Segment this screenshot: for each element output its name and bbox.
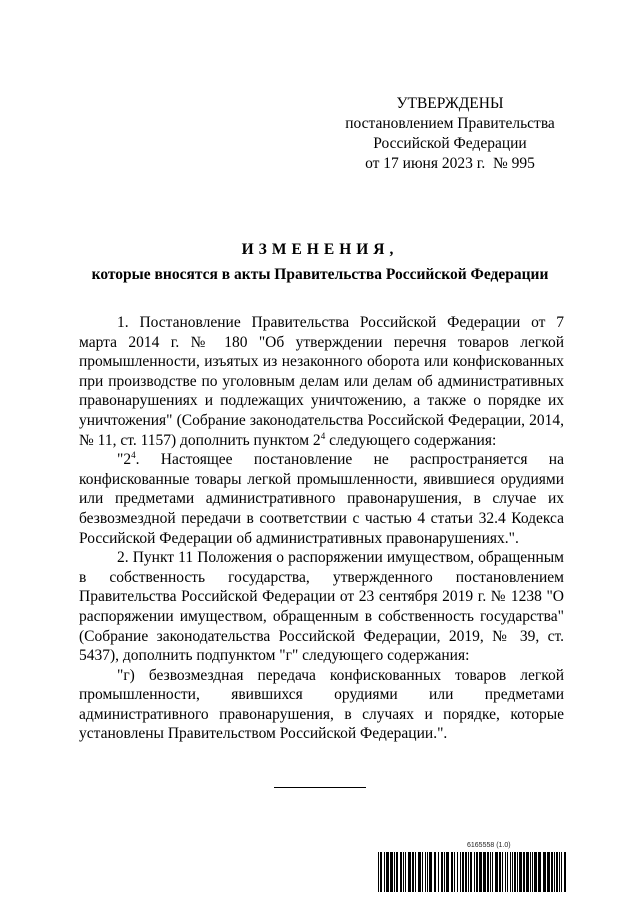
document-subtitle: которые вносятся в акты Правительства Российской Федерации — [91, 266, 549, 283]
approval-block — [330, 94, 570, 174]
paragraph-1-superscript: 4 — [320, 430, 326, 441]
paragraph-2-superscript: 4 — [131, 450, 136, 461]
paragraph-2-text: . Настоящее постановление не распространяется на конфискованные товары легкой промышленности, явившиеся орудиями или предметами административного правонарушения, в случае их безвозмездной передачи в соответствии с частью 4 статьи 32.4 Кодекса Российской Федерации об административных правонарушениях.". — [79, 451, 564, 547]
closing-divider — [274, 787, 366, 788]
approval-line-resolution: постановлением Правительства — [345, 115, 555, 132]
barcode-image — [378, 852, 566, 892]
paragraph-2-text-start: "2 — [117, 451, 132, 469]
paragraph-2 — [79, 450, 564, 548]
paragraph-1-text-end: следующего содержания: — [325, 431, 497, 449]
document-body — [79, 313, 564, 744]
document-title: ИЗМЕНЕНИЯ, — [241, 241, 399, 258]
paragraph-3: 2. Пункт 11 Положения о распоряжении имуществом, обращенным в собственность государства, утвержденного постановлением Правительства Российской Федерации от 23 сентября 2019 г. № 1238 "О распоряжении имуществом, обращенным в собственность государства" (Собрание законодательства Российской Федерации, 2019, № 39, ст. 5437), дополнить подпунктом "г" следующего содержания: — [79, 549, 564, 665]
paragraph-1-text: 1. Постановление Правительства Российской Федерации от 7 марта 2014 г. № 180 "Об утверждении перечня товаров легкой промышленности, изъятых из незаконного оборота или конфискованных при производстве по уголовным делам или делам об административных правонарушениях и подлежащих уничтожению, а также о порядке их уничтожения" (Собрание законодательства Российской Федерации, 2014, № 11, ст. 1157) дополнить пунктом 2 — [79, 314, 564, 449]
approval-line-federation: Российской Федерации — [373, 135, 527, 152]
barcode-label: 6165558 (1.0) — [467, 842, 511, 849]
paragraph-1 — [79, 313, 564, 450]
approval-heading: УТВЕРЖДЕНЫ — [396, 95, 504, 112]
paragraph-4: "г) безвозмездная передача конфискованных товаров легкой промышленности, явившихся орудиями или предметами административного правонарушения, в случаях и порядке, которые установлены Правительством Российской Федерации.". — [79, 666, 564, 743]
approval-line-date: от 17 июня 2023 г. № 995 — [365, 155, 535, 172]
